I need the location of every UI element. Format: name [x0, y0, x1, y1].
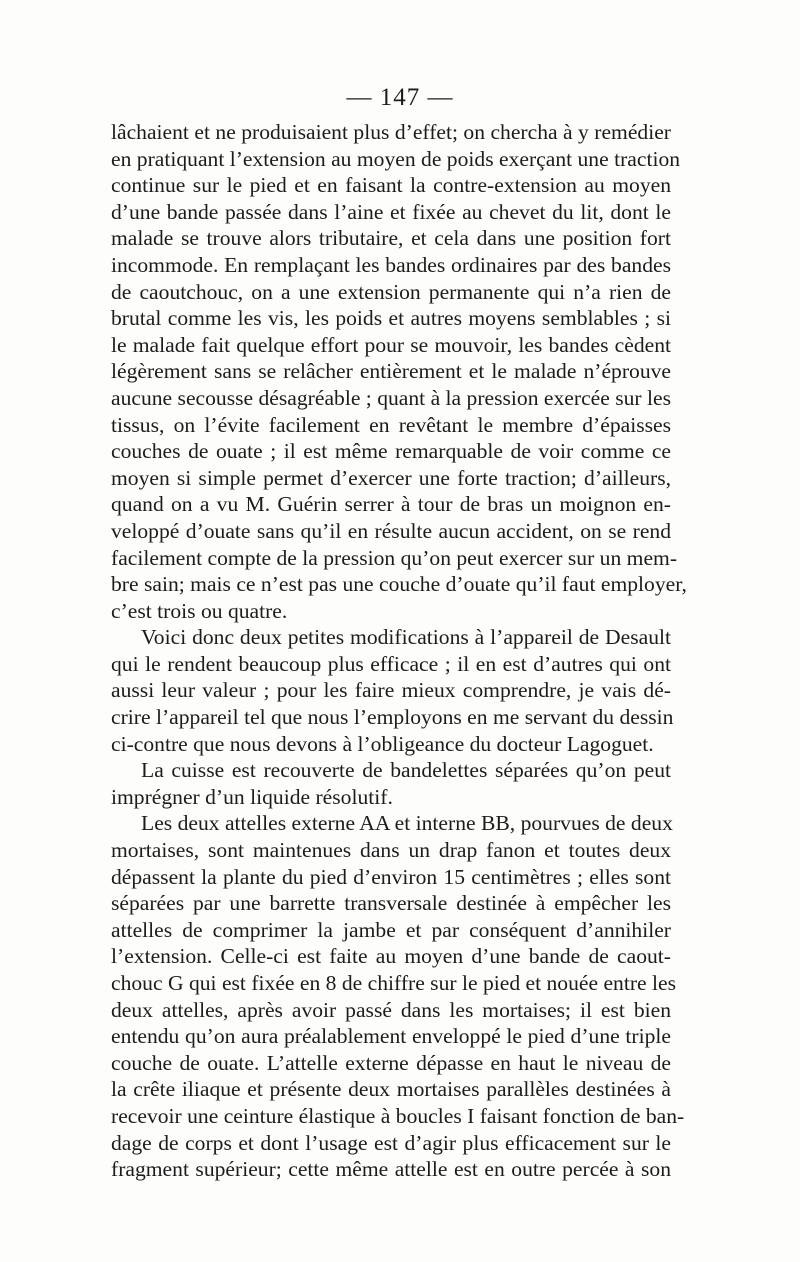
- text-line: c’est trois ou quatre.: [111, 598, 288, 623]
- text-line: imprégner d’un liquide résolutif.: [111, 784, 393, 809]
- text-line: en pratiquant l’extension au moyen de poids exerçant une traction: [111, 146, 681, 171]
- text-line: dépassent la plante du pied d’environ 15 centimètres ; elles sont: [111, 864, 671, 889]
- text-line: deux attelles, après avoir passé dans les mortaises; il est bien: [111, 997, 671, 1022]
- text-line: facilement compte de la pression qu’on peut exercer sur un mem-: [111, 545, 678, 570]
- text-line: aucune secousse désagréable ; quant à la pression exercée sur les: [111, 385, 671, 410]
- text-line: bre sain; mais ce n’est pas une couche d’ouate qu’il faut employer,: [111, 572, 687, 597]
- text-line: Voici donc deux petites modifications à l’appareil de Desault: [141, 625, 671, 650]
- text-line: moyen si simple permet d’exercer une forte traction; d’ailleurs,: [111, 465, 671, 490]
- text-line: entendu qu’on aura préalablement enveloppé le pied d’une triple: [111, 1024, 671, 1049]
- text-line: couches de ouate ; il est même remarquable de voir comme ce: [111, 439, 671, 464]
- body-text: [111, 119, 687, 1183]
- page-number: — 147 —: [346, 84, 454, 111]
- text-line: l’extension. Celle-ci est faite au moyen d’une bande de caout-: [111, 944, 671, 969]
- text-line: mortaises, sont maintenues dans un drap fanon et toutes deux: [111, 838, 671, 863]
- text-line: Les deux attelles externe AA et interne BB, pourvues de deux: [141, 811, 673, 836]
- text-line: fragment supérieur; cette même attelle est en outre percée à son: [111, 1157, 671, 1182]
- text-line: de caoutchouc, on a une extension permanente qui n’a rien de: [111, 279, 671, 304]
- text-line: veloppé d’ouate sans qu’il en résulte aucun accident, on se rend: [111, 518, 671, 543]
- text-line: continue sur le pied et en faisant la contre-extension au moyen: [111, 173, 671, 198]
- text-line: la crête iliaque et présente deux mortaises parallèles destinées à: [111, 1077, 671, 1102]
- text-line: recevoir une ceinture élastique à boucles I faisant fonction de ban-: [111, 1103, 685, 1128]
- text-line: attelles de comprimer la jambe et par conséquent d’annihiler: [111, 917, 671, 942]
- text-line: dage de corps et dont l’usage est d’agir plus efficacement sur le: [111, 1130, 671, 1155]
- text-line: qui le rendent beaucoup plus efficace ; il en est d’autres qui ont: [111, 651, 671, 676]
- text-line: ci-contre que nous devons à l’obligeance du docteur Lagoguet.: [111, 731, 654, 756]
- text-line: lâchaient et ne produisaient plus d’effet; on chercha à y remédier: [111, 120, 671, 144]
- text-line: brutal comme les vis, les poids et autres moyens semblables ; si: [111, 306, 671, 331]
- text-line: chouc G qui est fixée en 8 de chiffre sur le pied et nouée entre les: [111, 971, 677, 995]
- text-line: légèrement sans se relâcher entièrement et le malade n’éprouve: [111, 359, 671, 384]
- text-line: crire l’appareil tel que nous l’employons en me servant du dessin: [111, 705, 674, 730]
- text-line: d’une bande passée dans l’aine et fixée au chevet du lit, dont le: [111, 199, 671, 224]
- text-line: La cuisse est recouverte de bandelettes séparées qu’on peut: [141, 758, 671, 783]
- text-line: quand on a vu M. Guérin serrer à tour de bras un moignon en-: [111, 492, 671, 517]
- text-line: séparées par une barrette transversale destinée à empêcher les: [111, 891, 671, 916]
- text-line: tissus, on l’évite facilement en revêtant le membre d’épaisses: [111, 412, 671, 437]
- text-line: couche de ouate. L’attelle externe dépasse en haut le niveau de: [111, 1050, 671, 1075]
- text-line: incommode. En remplaçant les bandes ordinaires par des bandes: [111, 252, 671, 277]
- text-line: le malade fait quelque effort pour se mouvoir, les bandes cèdent: [111, 332, 671, 357]
- text-line: malade se trouve alors tributaire, et cela dans une position fort: [111, 226, 671, 251]
- text-line: aussi leur valeur ; pour les faire mieux comprendre, je vais dé-: [111, 678, 671, 703]
